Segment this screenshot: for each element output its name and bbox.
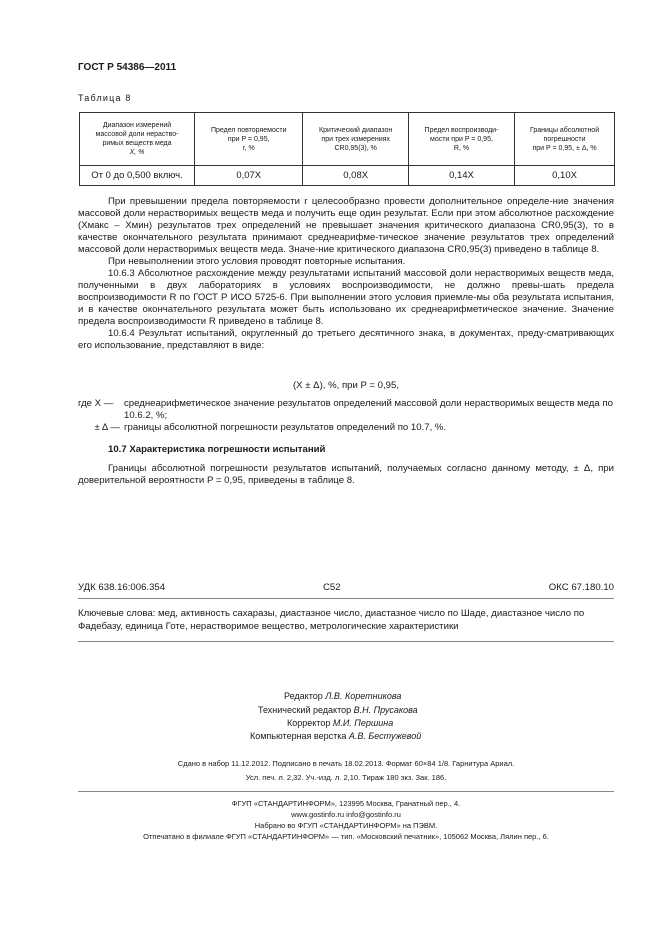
where-2-key: ± Δ — bbox=[94, 422, 120, 433]
paragraph-3: 10.6.3 Абсолютное расхождение между результатами испытаний массовой доли нерастворимых веществ меда, полученными в двух лабораториях в условиях воспроизводимости, не должно превы-шать предела воспроизводимости R по ГОСТ Р ИСО 5725-6. При выполнении этого условия приемле-мы оба результата испытания, и в качестве окончательного результата может быть использовано их среднеарифметическое значение. Значение предела воспроизводимости R приведено в таблице 8. bbox=[78, 268, 614, 327]
credit-editor: Редактор Л.В. Коретникова bbox=[284, 691, 402, 701]
table-8 bbox=[79, 112, 615, 186]
publisher-4: Отпечатано в филиале ФГУП «СТАНДАРТИНФОРМ» — тип. «Московский печатник», 105062 Москва, Лялин пер., 6. bbox=[143, 832, 549, 841]
divider bbox=[78, 791, 614, 792]
col-repeatability: Предел повторяемости при P = 0,95, r, % bbox=[195, 113, 303, 166]
where-1 bbox=[78, 398, 614, 422]
imprint-1: Сдано в набор 11.12.2012. Подписано в печать 18.02.2013. Формат 60×84 1/8. Гарнитура Ариал. bbox=[177, 759, 515, 768]
credit-layout: Компьютерная верстка А.В. Бестужевой bbox=[250, 731, 422, 741]
col-critical-range: Критический диапазон при трех измерениях CR0,95(3), % bbox=[303, 113, 408, 166]
table-header-row bbox=[80, 113, 615, 166]
oks: ОКС 67.180.10 bbox=[548, 582, 614, 593]
cell-range: От 0 до 0,500 включ. bbox=[80, 166, 195, 186]
imprint-2: Усл. печ. л. 2,32. Уч.-изд. л. 2,10. Тираж 180 экз. Зак. 186. bbox=[245, 773, 447, 782]
code: С52 bbox=[323, 582, 341, 593]
body-text bbox=[78, 196, 614, 352]
table-row bbox=[80, 166, 615, 186]
col-range: Диапазон измерений массовой доли нераство- римых веществ меда X, % bbox=[80, 113, 195, 166]
divider bbox=[78, 641, 614, 642]
col-reproducibility: Предел воспроизводи- мости при P = 0,95, R, % bbox=[408, 113, 514, 166]
table-caption: Таблица 8 bbox=[78, 93, 132, 103]
where-1-key: где X — bbox=[78, 398, 114, 409]
paragraph-4: 10.6.4 Результат испытаний, округленный до третьего десятичного знака, в документах, преду-сматривающих его использование, представляют в виде: bbox=[78, 328, 614, 351]
result-formula: (X ± Δ), %, при P = 0,95, bbox=[292, 380, 400, 391]
credit-tech-editor: Технический редактор В.Н. Прусакова bbox=[258, 705, 418, 715]
cell-delta: 0,10X bbox=[515, 166, 615, 186]
section-body: Границы абсолютной погрешности результатов испытаний, получаемых согласно данному методу, ± Δ, при доверительной вероятности P = 0,95, приведены в таблице 8. bbox=[78, 463, 614, 486]
publisher-1: ФГУП «СТАНДАРТИНФОРМ», 123995 Москва, Гранатный пер., 4. bbox=[231, 799, 461, 808]
cell-r: 0,07X bbox=[195, 166, 303, 186]
where-1-text: среднеарифметическое значение результатов определений массовой доли нерастворимых веществ меда по 10.6.2, %; bbox=[124, 398, 613, 421]
publisher-3: Набрано во ФГУП «СТАНДАРТИНФОРМ» на ПЭВМ. bbox=[254, 821, 438, 830]
cell-R: 0,14X bbox=[408, 166, 514, 186]
publisher-2: www.gostinfo.ru info@gostinfo.ru bbox=[291, 810, 401, 819]
credit-corrector: Корректор М.И. Першина bbox=[287, 718, 394, 728]
divider bbox=[78, 598, 614, 599]
cell-cr: 0,08X bbox=[303, 166, 408, 186]
where-2-text: границы абсолютной погрешности результатов определений по 10.7, %. bbox=[124, 422, 447, 433]
udk: УДК 638.16:006.354 bbox=[78, 582, 166, 593]
where-2 bbox=[78, 422, 614, 434]
col-error-bounds: Границы абсолютной погрешности при P = 0,95, ± Δ, % bbox=[515, 113, 615, 166]
paragraph-2: При невыполнении этого условия проводят повторные испытания. bbox=[108, 256, 406, 267]
section-title: 10.7 Характеристика погрешности испытаний bbox=[108, 444, 326, 455]
document-header: ГОСТ Р 54386—2011 bbox=[78, 62, 177, 73]
paragraph-1: При превышении предела повторяемости r целесообразно провести дополнительное определе-ние значения массовой доли нерастворимых веществ меда и получить еще один результат. Если при этом абсолютное расхождение (Xмакс – Xмин) результатов трех определений не превышает значения критического диапазона CR0,95(3), то в качестве окончательного результата принимают среднеарифме-тическое значение результатов трех определений массовой доли нерастворимых веществ меда. Значе-ние критического диапазона CR0,95(3) приведено в таблице 8. bbox=[78, 196, 614, 255]
keywords: Ключевые слова: мед, активность сахаразы, диастазное число, диастазное число по Шаде, диастазное число по Фадебазу, единица Готе, нерастворимое вещество, метрологические характеристики bbox=[78, 608, 585, 632]
